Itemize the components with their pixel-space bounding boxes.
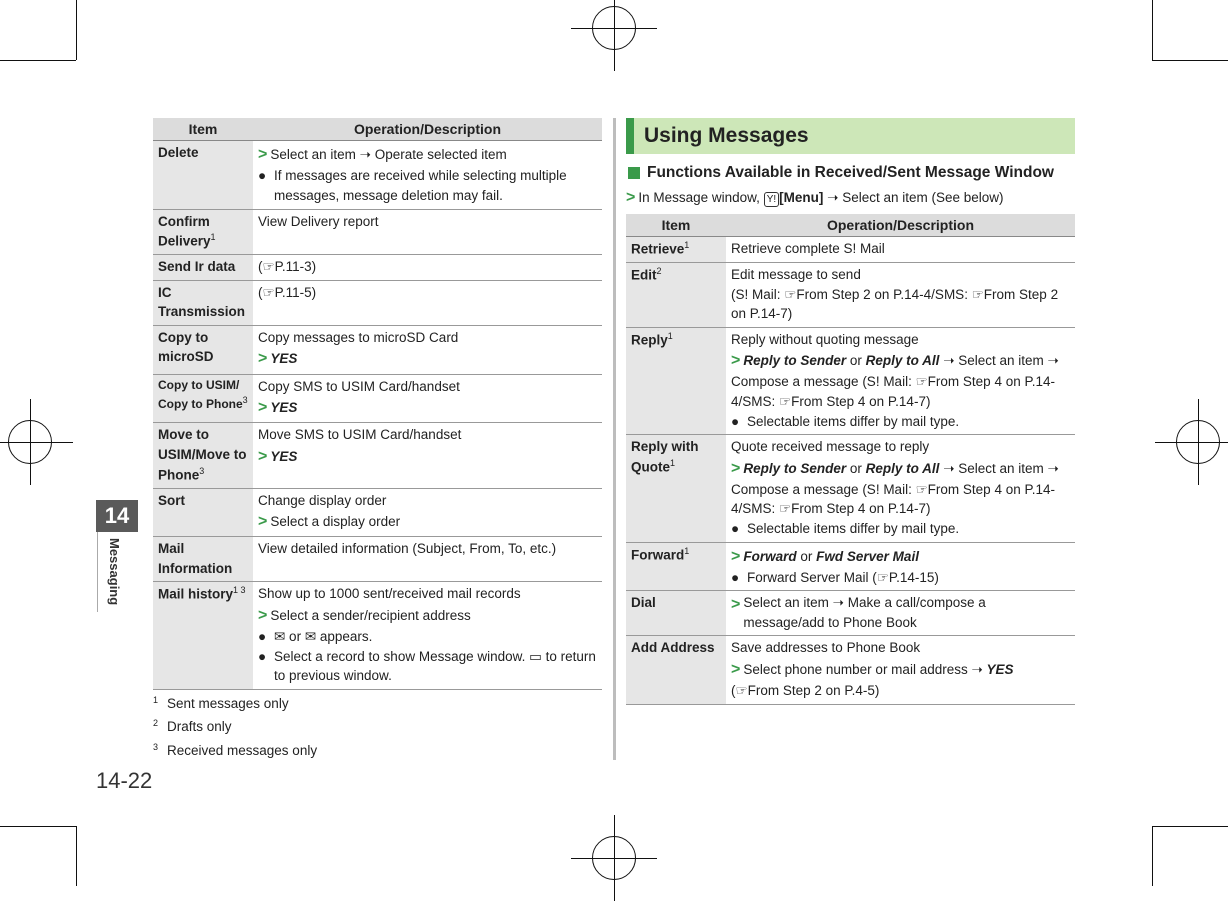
step-arrow-icon: >	[258, 399, 268, 417]
col-header-desc: Operation/Description	[726, 214, 1075, 237]
bullet-icon: ●	[258, 168, 267, 184]
item-label: IC Transmission	[158, 284, 246, 320]
registration-mark	[8, 420, 52, 464]
desc-text: Retrieve complete S! Mail	[731, 240, 885, 256]
desc-text: Copy messages to microSD Card	[258, 329, 459, 345]
footnote-ref: 3	[199, 465, 205, 476]
item-label: Forward	[631, 547, 685, 563]
instruction	[626, 186, 1075, 209]
registration-mark	[592, 6, 636, 50]
instruction-text: In Message window,	[638, 190, 760, 206]
chapter-tab: 14	[96, 500, 138, 532]
item-label: Retrieve	[631, 241, 685, 257]
item-label: Confirm Delivery	[158, 213, 211, 249]
registration-mark	[1176, 420, 1220, 464]
step-arrow-icon: >	[258, 513, 268, 531]
step-arrow-icon: >	[731, 352, 741, 370]
desc-text: Save addresses to Phone Book	[731, 640, 921, 656]
table-row	[153, 325, 602, 374]
table-row	[626, 636, 1075, 704]
option-text: YES	[986, 662, 1014, 678]
item-label: Copy to USIM/ Copy to Phone	[158, 377, 243, 412]
step-text: Select an item ➝ Operate selected item	[270, 147, 507, 163]
item-label: Delete	[158, 145, 199, 161]
option-text: Reply to Sender	[743, 353, 847, 369]
option-text: Reply to All	[865, 353, 940, 369]
step-text: ➝ Select an item ➝ Compose a message (S! Mail: ☞From Step 4 on P.14-4/SMS: ☞From Step 4 on P.14-7)	[731, 353, 1059, 410]
footnote-number: 2	[153, 718, 159, 729]
table-row	[626, 435, 1075, 542]
menu-label: [Menu]	[779, 190, 824, 206]
step-arrow-icon: >	[626, 189, 636, 207]
step-arrow-icon: >	[258, 447, 268, 465]
step-text: Select phone number or mail address ➝	[743, 662, 983, 678]
crop-mark	[0, 60, 76, 61]
table-row	[153, 141, 602, 209]
footnote-ref: 1	[684, 239, 690, 250]
desc-text: (☞P.11-5)	[258, 284, 317, 300]
step-arrow-icon: >	[258, 607, 268, 625]
right-column	[626, 118, 1075, 705]
step-text: Select a display order	[270, 514, 401, 530]
note-text: If messages are received while selecting multiple messages, message deletion may fail.	[274, 168, 567, 204]
step-arrow-icon: >	[731, 547, 741, 565]
step-arrow-icon: >	[258, 146, 268, 164]
table-row	[153, 537, 602, 582]
item-label: Edit	[631, 267, 657, 283]
column-divider	[613, 118, 616, 760]
footnote-ref: 3	[242, 395, 248, 406]
desc-text: View detailed information (Subject, From, To, etc.)	[258, 541, 557, 557]
table-row	[153, 423, 602, 488]
item-label: Mail Information	[158, 541, 233, 576]
or-text: or	[849, 460, 862, 476]
step-arrow-icon: >	[731, 459, 741, 477]
crop-mark	[1152, 60, 1228, 61]
desc-text: Copy SMS to USIM Card/handset	[258, 378, 460, 394]
bullet-icon: ●	[731, 521, 740, 537]
step-text: ➝ Select an item ➝ Compose a message (S! Mail: ☞From Step 4 on P.14-4/SMS: ☞From Step 4 on P.14-7)	[731, 460, 1059, 517]
step-arrow-icon: >	[731, 596, 741, 614]
desc-text: Move SMS to USIM Card/handset	[258, 427, 462, 443]
bullet-icon: ●	[731, 569, 740, 585]
crop-mark	[1152, 826, 1153, 886]
step-text: YES	[270, 351, 298, 367]
option-text: Reply to Sender	[743, 460, 847, 476]
table-row	[153, 488, 602, 537]
footnote-ref: 1	[667, 330, 673, 341]
crop-mark	[76, 0, 77, 60]
table-row	[626, 263, 1075, 328]
footnote-text: Drafts only	[167, 719, 232, 735]
item-label: Mail history	[158, 586, 234, 602]
item-label: Move to USIM/Move to Phone	[158, 427, 247, 483]
table-row	[153, 209, 602, 255]
table-row	[626, 327, 1075, 434]
note-text: ✉ or ✉ appears.	[274, 629, 373, 645]
note-text: Forward Server Mail (☞P.14-15)	[747, 569, 939, 585]
square-bullet-icon	[628, 167, 640, 179]
table-row	[626, 236, 1075, 262]
subsection-heading	[626, 162, 1075, 184]
option-text: Fwd Server Mail	[816, 548, 919, 564]
table-row	[153, 255, 602, 281]
registration-mark	[592, 836, 636, 880]
item-label: Send Ir data	[158, 259, 236, 275]
footnote-ref: 1	[210, 232, 216, 243]
crop-mark	[1152, 0, 1153, 60]
desc-text: View Delivery report	[258, 213, 379, 229]
col-header-item: Item	[626, 214, 726, 237]
step-text: Select an item ➝ Make a call/compose a message/add to Phone Book	[743, 595, 986, 630]
footnotes	[153, 694, 602, 761]
footnote-ref: 2	[656, 266, 662, 277]
note-text: Selectable items differ by mail type.	[747, 413, 960, 429]
desc-text: (☞P.11-3)	[258, 259, 317, 275]
option-text: Reply to All	[865, 460, 940, 476]
desc-text: Edit message to send	[731, 267, 861, 283]
functions-table	[626, 214, 1075, 705]
or-text: or	[800, 548, 813, 564]
step-text: YES	[270, 448, 298, 464]
desc-text: (S! Mail: ☞From Step 2 on P.14-4/SMS: ☞From Step 2 on P.14-7)	[731, 286, 1059, 322]
crop-mark	[1152, 826, 1228, 827]
footnote-number: 3	[153, 742, 159, 753]
section-title: Using Messages	[626, 118, 1075, 154]
options-table	[153, 118, 602, 690]
crop-mark	[76, 826, 77, 886]
desc-text: Change display order	[258, 492, 387, 508]
instruction-text: ➝ Select an item (See below)	[827, 190, 1004, 206]
page-number: 14-22	[96, 768, 153, 793]
step-text: YES	[270, 400, 298, 416]
footnote	[153, 741, 602, 761]
desc-text: Show up to 1000 sent/received mail records	[258, 586, 521, 602]
bullet-icon: ●	[258, 629, 267, 645]
table-row	[153, 374, 602, 423]
table-row	[626, 542, 1075, 591]
footnote-text: Received messages only	[167, 743, 318, 759]
step-arrow-icon: >	[258, 350, 268, 368]
footnote	[153, 717, 602, 737]
option-text: Forward	[743, 548, 797, 564]
step-arrow-icon: >	[731, 661, 741, 679]
step-text: Select a sender/recipient address	[270, 608, 471, 624]
table-row	[626, 591, 1075, 636]
chapter-label: Messaging	[106, 538, 122, 606]
footnote-ref: 1	[670, 457, 676, 468]
item-label: Dial	[631, 595, 656, 611]
footnote	[153, 694, 602, 714]
table-row	[153, 280, 602, 325]
bullet-icon: ●	[731, 413, 740, 429]
crop-mark	[0, 826, 76, 827]
ref-text: (☞From Step 2 on P.4-5)	[731, 683, 880, 699]
left-column	[153, 118, 602, 761]
footnote-ref: 1 3	[233, 585, 246, 596]
footnote-text: Sent messages only	[167, 695, 289, 711]
col-header-item: Item	[153, 118, 253, 141]
footnote-ref: 1	[684, 545, 690, 556]
subsection-title: Functions Available in Received/Sent Message Window	[647, 164, 1054, 181]
note-text: Selectable items differ by mail type.	[747, 521, 960, 537]
item-label: Reply	[631, 332, 668, 348]
note-text: Select a record to show Message window. ▭ to return to previous window.	[274, 648, 596, 684]
desc-text: Reply without quoting message	[731, 331, 919, 347]
or-text: or	[849, 353, 862, 369]
desc-text: Quote received message to reply	[731, 439, 930, 455]
table-row	[153, 582, 602, 689]
item-label: Sort	[158, 492, 185, 508]
item-label: Copy to microSD	[158, 329, 214, 365]
footnote-number: 1	[153, 694, 159, 705]
menu-key-icon: Y!	[764, 192, 779, 207]
item-label: Reply with Quote	[631, 439, 699, 475]
bullet-icon: ●	[258, 648, 267, 664]
col-header-desc: Operation/Description	[253, 118, 602, 141]
item-label: Add Address	[631, 640, 715, 656]
